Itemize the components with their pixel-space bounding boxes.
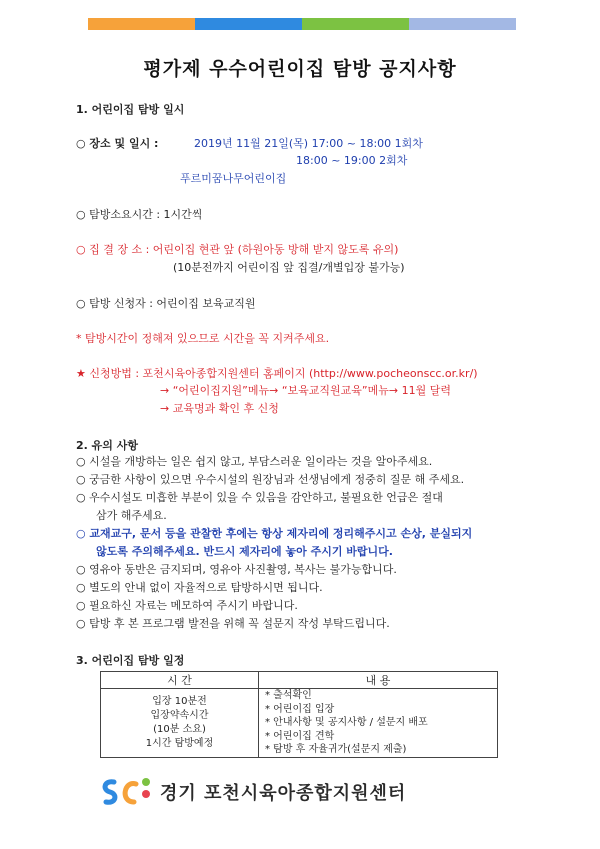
content-line: * 어린이집 입장 <box>265 703 335 715</box>
content-line: * 어린이집 견학 <box>265 730 335 742</box>
section1-heading: 1. 어린이집 탐방 일시 <box>76 103 185 116</box>
meeting-place: ○ 집 결 장 소 : 어린이집 현관 앞 (하원아동 방해 받지 않도록 유의) <box>76 243 399 256</box>
applicant: ○ 탐방 신청자 : 어린이집 보육교직원 <box>76 297 256 310</box>
footer <box>100 774 406 810</box>
notice-item: ○ 탐방 후 본 프로그램 발전을 위해 꼭 설문지 작성 부탁드립니다. <box>76 617 390 630</box>
time-warning: * 탐방시간이 정해져 있으므로 시간을 꼭 지켜주세요. <box>76 332 330 345</box>
color-bar-orange <box>88 18 195 30</box>
apply-step-1: → “어린이집지원”메뉴→ “보육교직원교육”메뉴→ 11월 달력 <box>160 384 451 397</box>
col-time-header: 시 간 <box>101 672 259 689</box>
schedule-table <box>100 671 498 758</box>
color-bar-green <box>302 18 409 30</box>
notice-item-cont: 삼가 해주세요. <box>96 509 167 522</box>
notice-item: ○ 궁금한 사항이 있으면 우수시설의 원장님과 선생님에게 정중히 질문 해 주세요. <box>76 473 465 486</box>
scc-logo-icon <box>100 774 154 810</box>
section3-heading: 3. 어린이집 탐방 일정 <box>76 654 185 667</box>
notice-item: ○ 우수시설도 미흡한 부분이 있을 수 있음을 감안하고, 불필요한 언급은 절대 <box>76 491 443 504</box>
time-line: 1시간 탐방예정 <box>145 737 214 749</box>
time-line: 입장 10분전 <box>152 695 207 707</box>
content-line: * 안내사항 및 공지사항 / 설문지 배포 <box>265 717 428 728</box>
apply-step-2: → 교육명과 확인 후 신청 <box>160 402 279 415</box>
notice-item: ○ 영유아 동반은 금지되며, 영유아 사진촬영, 복사는 불가능합니다. <box>76 563 397 576</box>
notice-item: ○ 필요하신 자료는 메모하여 주시기 바랍니다. <box>76 599 298 612</box>
color-bar-lavender <box>409 18 516 30</box>
duration: ○ 탐방소요시간 : 1시간씩 <box>76 208 203 221</box>
notice-item-cont: 않도록 주의해주세요. 반드시 제자리에 놓아 주시기 바랍니다. <box>96 545 393 558</box>
date-line-1: 2019년 11월 21일(목) 17:00 ~ 18:00 1회차 <box>194 137 423 150</box>
color-bar <box>88 18 516 30</box>
place-label: ○ 장소 및 일시 : <box>76 137 159 150</box>
time-line: 입장약속시간 <box>150 709 209 721</box>
notice-item: ○ 시설을 개방하는 일은 쉽지 않고, 부담스러운 일이라는 것을 알아주세요. <box>76 455 433 468</box>
org-name: 경기 포천시육아종합지원센터 <box>160 783 407 804</box>
content-line: * 탐방 후 자율귀가(설문지 제출) <box>265 744 407 755</box>
date-line-2: 18:00 ~ 19:00 2회차 <box>296 154 408 167</box>
content-cell <box>259 689 498 758</box>
content-line: * 출석확인 <box>265 690 312 701</box>
time-line: (10분 소요) <box>153 723 206 735</box>
notice-item: ○ 교재교구, 문서 등을 관찰한 후에는 항상 제자리에 정리해주시고 손상, 분실되지 <box>76 527 473 540</box>
col-content-header: 내 용 <box>259 672 498 689</box>
meeting-note: (10분전까지 어린이집 앞 집결/개별입장 불가능) <box>173 261 405 274</box>
apply-method: ★ 신청방법 : 포천시육아종합지원센터 홈페이지 (http://www.pocheonscc.or.kr/) <box>76 367 478 380</box>
time-cell <box>101 689 259 758</box>
section2-heading: 2. 유의 사항 <box>76 439 138 452</box>
notice-item: ○ 별도의 안내 없이 자율적으로 탐방하시면 됩니다. <box>76 581 323 594</box>
venue: 푸르미꿈나무어린이집 <box>180 172 287 185</box>
color-bar-blue <box>195 18 302 30</box>
page-title: 평가제 우수어린이집 탐방 공지사항 <box>143 58 457 80</box>
